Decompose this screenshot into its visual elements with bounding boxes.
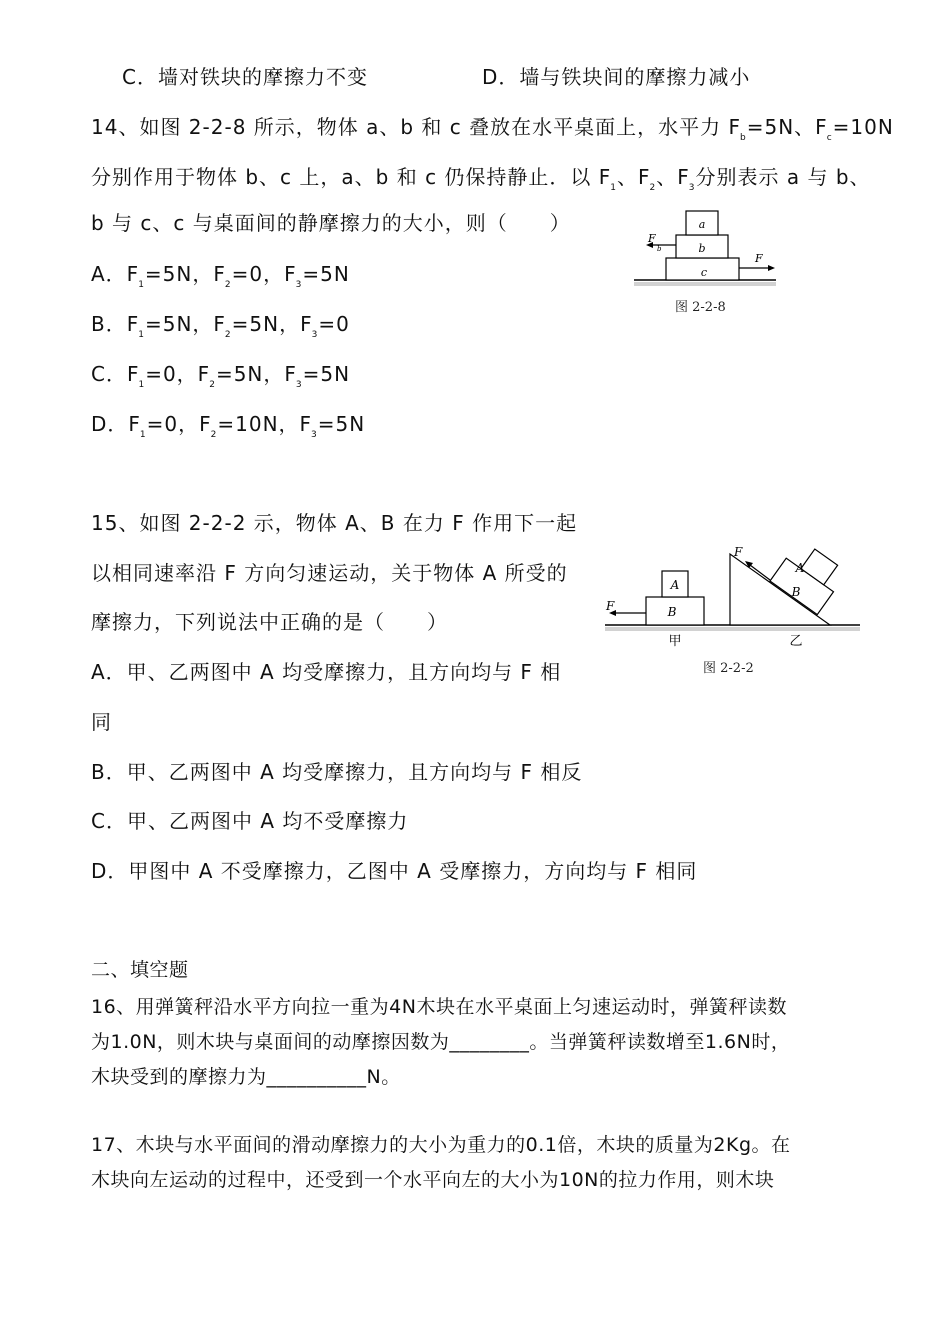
q17-line1: 17、木块与水平面间的滑动摩擦力的大小为重力的0.1倍，木块的质量为2Kg。在	[91, 1134, 791, 1156]
q15-option-a-line1: A．甲、乙两图中 A 均受摩擦力，且方向均与 F 相	[91, 660, 562, 684]
jia-force-label: F	[606, 599, 615, 613]
q14-line3: b 与 c、c 与桌面间的静摩擦力的大小，则（ ）	[91, 211, 571, 235]
figure-2-2-2	[600, 540, 865, 652]
figure-2-2-2-caption: 图 2-2-2	[703, 661, 754, 676]
jia-block-A-label: A	[670, 578, 680, 592]
q15-option-a-line2: 同	[91, 710, 112, 734]
q13-option-d: D．墙与铁块间的摩擦力减小	[482, 65, 751, 89]
yi-block-A-label: A	[795, 561, 805, 575]
figure-2-2-8	[630, 205, 780, 295]
q16-line1: 16、用弹簧秤沿水平方向拉一重为4N木块在水平桌面上匀速运动时，弹簧秤读数	[91, 996, 787, 1018]
q16-line2: 为1.0N，则木块与桌面间的动摩擦因数为________。当弹簧秤读数增至1.6N时，	[91, 1031, 791, 1053]
q15-option-d: D．甲图中 A 不受摩擦力，乙图中 A 受摩擦力，方向均与 F 相同	[91, 859, 698, 883]
jia-block-B-label: B	[667, 605, 677, 619]
q15-line2: 以相同速率沿 F 方向匀速运动，关于物体 A 所受的	[91, 561, 568, 585]
block-b-label: b	[698, 242, 706, 255]
q13-option-c: C．墙对铁块的摩擦力不变	[122, 65, 368, 89]
block-c-label: c	[700, 266, 708, 279]
q15-option-b: B．甲、乙两图中 A 均受摩擦力，且方向均与 F 相反	[91, 760, 583, 784]
q17-line2: 木块向左运动的过程中，还受到一个水平向左的大小为10N的拉力作用，则木块	[91, 1169, 775, 1191]
q14-line1: 14、如图 2-2-8 所示，物体 a、b 和 c 叠放在水平桌面上，水平力 $F_b=5N$、$F_c=10N$	[91, 115, 894, 143]
force-b-subscript: b	[657, 245, 662, 253]
q14-option-d: D．$F_1=0$，$F_2=10N$，$F_3=5N$	[91, 412, 366, 440]
q16-line3: 木块受到的摩擦力为__________N。	[91, 1066, 401, 1088]
yi-force-label: F	[734, 545, 743, 559]
q14-option-c: C．$F_1=0$，$F_2=5N$，$F_3=5N$	[91, 362, 351, 390]
jia-label: 甲	[668, 634, 682, 649]
yi-block-B-label: B	[791, 585, 801, 599]
q15-option-c: C．甲、乙两图中 A 均不受摩擦力	[91, 809, 409, 833]
force-c-label: F	[755, 252, 763, 265]
ground-hatch	[605, 628, 860, 630]
block-a-label: a	[698, 218, 706, 231]
ground-hatch	[634, 283, 776, 285]
force-c-arrowhead	[768, 265, 775, 271]
section-heading: 二、填空题	[91, 959, 189, 981]
yi-label: 乙	[789, 634, 803, 649]
q14-option-b: B．$F_1=5N$，$F_2=5N$，$F_3=0$	[91, 312, 350, 340]
q14-line2: 分别作用于物体 b、c 上，a、b 和 c 仍保持静止．以 $F_1$、$F_2$、$F_3$分别表示 a 与 b、	[91, 165, 871, 193]
q15-line3: 摩擦力，下列说法中正确的是（ ）	[91, 610, 448, 634]
q15-line1: 15、如图 2-2-2 示，物体 A、B 在力 F 作用下一起	[91, 511, 578, 535]
q14-option-a: A．$F_1=5N$，$F_2=0$，$F_3=5N$	[91, 262, 350, 290]
figure-2-2-8-caption: 图 2-2-8	[675, 300, 726, 315]
force-b-label: F	[648, 232, 656, 245]
